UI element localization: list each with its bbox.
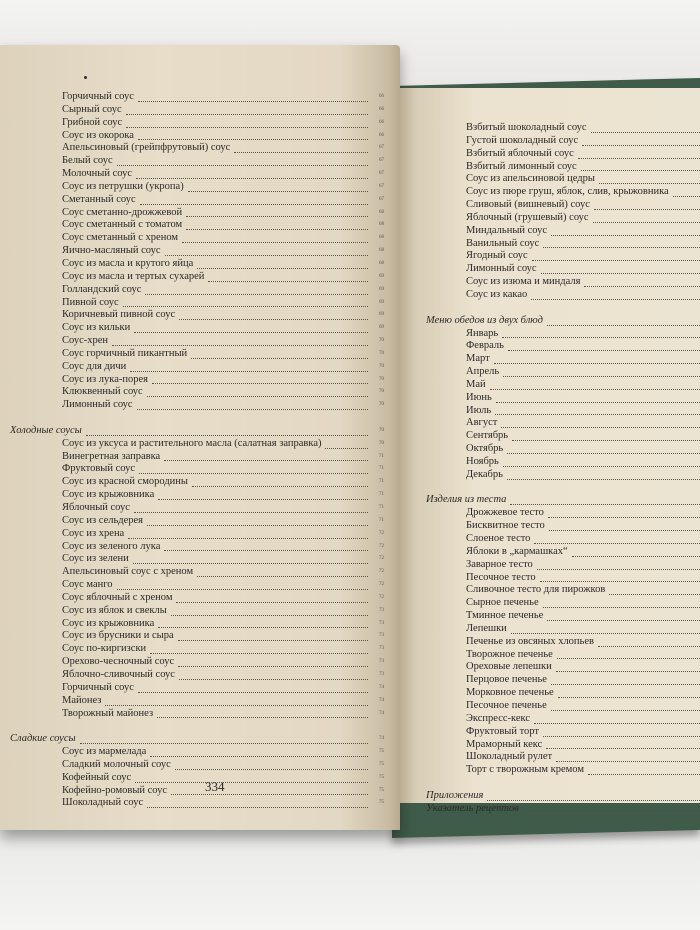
- toc-page-number: 73: [379, 671, 384, 677]
- toc-entry-title: Апрель: [466, 366, 500, 378]
- left-toc-list: [0, 91, 392, 810]
- toc-page-number: 72: [379, 594, 384, 600]
- toc-dot-leader: [581, 158, 700, 172]
- toc-entry-title: Взбитый лимонный соус: [466, 160, 577, 172]
- toc-entry-title: Январь: [466, 327, 499, 339]
- toc-dot-leader: [543, 235, 700, 249]
- toc-entry-title: Густой шоколадный соус: [466, 134, 579, 146]
- toc-dot-leader: [511, 620, 700, 634]
- toc-page-number: 71: [379, 453, 384, 459]
- toc-page-number: 70: [379, 440, 384, 446]
- toc-entry-title: Печенье из овсяных хлопьев: [466, 635, 594, 647]
- toc-dot-leader: [179, 666, 368, 680]
- toc-entry-title: Соус из какао: [466, 288, 528, 300]
- toc-page-number: 69: [379, 299, 384, 305]
- toc-entry-title: Тминное печенье: [466, 610, 544, 622]
- toc-entry-title: Соус из хрена: [62, 527, 125, 539]
- toc-entry-title: Белый соус: [62, 155, 113, 167]
- toc-entry: [0, 399, 392, 412]
- toc-entry-title: Холодные соусы: [10, 424, 82, 436]
- toc-dot-leader: [551, 671, 700, 685]
- toc-dot-leader: [547, 312, 700, 326]
- toc-page-number: 68: [379, 209, 384, 215]
- toc-dot-leader: [551, 222, 700, 236]
- toc-page-number: 72: [379, 530, 384, 536]
- toc-entry-title: Август: [466, 417, 498, 429]
- toc-entry-title: Ноябрь: [466, 455, 499, 467]
- toc-page-number: 73: [379, 633, 384, 639]
- toc-entry-title: Апельсиновый соус с хреном: [62, 566, 194, 578]
- toc-entry-title: Сырное печенье: [466, 597, 539, 609]
- toc-entry: [0, 797, 392, 810]
- toc-page-number: 72: [379, 582, 384, 588]
- toc-entry: [398, 173, 700, 186]
- toc-entry-title: Соус сметанный с хреном: [62, 232, 179, 244]
- toc-entry-title: Дрожжевое тесто: [466, 507, 544, 519]
- toc-page-number: 72: [379, 556, 384, 562]
- toc-dot-leader: [556, 748, 700, 762]
- toc-dot-leader: [128, 525, 368, 539]
- toc-dot-leader: [80, 730, 368, 744]
- toc-entry-title: Сладкие соусы: [10, 733, 76, 745]
- toc-page-number: 70: [379, 363, 384, 369]
- toc-entry-title: Соус из яблок и свеклы: [62, 604, 167, 616]
- toc-page-number: 69: [379, 312, 384, 318]
- toc-page-number: 67: [379, 171, 384, 177]
- toc-entry: [398, 289, 700, 302]
- toc-dot-leader: [599, 170, 700, 184]
- toc-dot-leader: [531, 286, 700, 300]
- toc-entry-title: Горчичный соус: [62, 681, 134, 693]
- toc-page-number: 71: [379, 466, 384, 472]
- toc-page-number: 70: [379, 389, 384, 395]
- page-number: 334: [205, 779, 225, 794]
- toc-entry-title: Винегретная заправка: [62, 450, 161, 462]
- toc-dot-leader: [572, 543, 700, 557]
- toc-entry-title: Соус-хрен: [62, 335, 109, 347]
- toc-entry-title: Майонез: [62, 694, 102, 706]
- toc-dot-leader: [138, 88, 368, 102]
- toc-entry-title: Сладкий молочный соус: [62, 758, 171, 770]
- toc-page-number: 75: [379, 787, 384, 793]
- toc-entry-title: Фруктовый соус: [62, 463, 135, 475]
- toc-section-heading: [398, 803, 700, 816]
- toc-dot-leader: [507, 466, 700, 480]
- toc-entry-title: Шоколадный рулет: [466, 751, 553, 763]
- toc-dot-leader: [549, 517, 700, 531]
- toc-dot-leader: [158, 486, 368, 500]
- toc-dot-leader: [234, 139, 368, 153]
- toc-entry-title: Творожное печенье: [466, 648, 553, 660]
- toc-entry-title: Лепешки: [466, 622, 507, 634]
- toc-dot-leader: [325, 435, 368, 449]
- toc-dot-leader: [543, 594, 700, 608]
- toc-dot-leader: [197, 255, 368, 269]
- toc-dot-leader: [512, 427, 700, 441]
- toc-page-number: 72: [379, 543, 384, 549]
- toc-dot-leader: [138, 127, 368, 141]
- toc-dot-leader: [557, 646, 700, 660]
- toc-dot-leader: [134, 499, 368, 513]
- toc-dot-leader: [496, 389, 700, 403]
- toc-dot-leader: [208, 268, 368, 282]
- toc-entry-title: Соус из окорока: [62, 129, 134, 141]
- toc-dot-leader: [105, 692, 368, 706]
- toc-entry-title: Соус горчичный пикантный: [62, 347, 188, 359]
- toc-page-number: 71: [379, 479, 384, 485]
- toc-dot-leader: [494, 350, 700, 364]
- toc-entry-title: Творожный майонез: [62, 707, 154, 719]
- toc-dot-leader: [501, 414, 700, 428]
- toc-entry-title: Кофейный соус: [62, 771, 132, 783]
- toc-dot-leader: [179, 306, 368, 320]
- toc-page-number: 75: [379, 774, 384, 780]
- toc-page-number: 67: [379, 158, 384, 164]
- toc-dot-leader: [546, 736, 700, 750]
- toc-entry-title: Соус из петрушки (укропа): [62, 180, 184, 192]
- toc-entry-title: Клюквенный соус: [62, 386, 143, 398]
- toc-entry-title: Соус сметанный с томатом: [62, 219, 183, 231]
- toc-dot-leader: [178, 627, 368, 641]
- toc-entry-title: Соус из уксуса и растительного масла (салатная заправка): [62, 437, 322, 449]
- toc-dot-leader: [582, 132, 700, 146]
- toc-entry-title: Морковное печенье: [466, 687, 554, 699]
- toc-entry-title: Лимонный соус: [466, 263, 537, 275]
- toc-entry-title: Соус из масла и крутого яйца: [62, 257, 194, 269]
- toc-page-number: 66: [379, 94, 384, 99]
- toc-dot-leader: [591, 119, 700, 133]
- toc-page-number: 74: [379, 736, 384, 742]
- toc-entry-title: Приложения: [426, 789, 484, 801]
- toc-page-number: 67: [379, 196, 384, 202]
- toc-dot-leader: [490, 376, 700, 390]
- toc-page-number: 70: [379, 350, 384, 356]
- toc-dot-leader: [495, 402, 700, 416]
- toc-dot-leader: [588, 761, 700, 775]
- left-page: [0, 45, 400, 830]
- toc-dot-leader: [152, 371, 368, 385]
- toc-page-number: 73: [379, 607, 384, 613]
- toc-page-number: 66: [379, 106, 384, 112]
- toc-entry-title: Ванильный соус: [466, 237, 540, 249]
- toc-page-number: 75: [379, 761, 384, 767]
- toc-entry-title: Грибной соус: [62, 116, 123, 128]
- toc-entry-title: Соус из брусники и сыра: [62, 630, 174, 642]
- toc-entry-title: Соус из кильки: [62, 322, 131, 334]
- toc-entry-title: Перцовое печенье: [466, 674, 547, 686]
- toc-dot-leader: [117, 576, 368, 590]
- toc-dot-leader: [188, 178, 368, 192]
- toc-dot-leader: [176, 589, 368, 603]
- toc-entry-title: Соус из мармелада: [62, 746, 147, 758]
- toc-page-number: 71: [379, 517, 384, 523]
- toc-dot-leader: [186, 204, 368, 218]
- toc-page-number: 67: [379, 183, 384, 189]
- toc-dot-leader: [547, 607, 700, 621]
- toc-entry: [0, 708, 392, 721]
- toc-entry-title: Сырный соус: [62, 103, 122, 115]
- toc-entry-title: Песочное печенье: [466, 699, 547, 711]
- toc-dot-leader: [147, 383, 368, 397]
- toc-dot-leader: [197, 563, 368, 577]
- toc-entry-title: Экспресс-кекс: [466, 712, 531, 724]
- toc-dot-leader: [503, 363, 700, 377]
- toc-entry-title: Яблочный (грушевый) соус: [466, 211, 589, 223]
- toc-entry-title: Соус из крыжовника: [62, 617, 155, 629]
- toc-entry-title: Соус из лука-порея: [62, 373, 148, 385]
- toc-page-number: 69: [379, 273, 384, 279]
- toc-dot-leader: [584, 273, 700, 287]
- toc-entry-title: Слоеное тесто: [466, 533, 531, 544]
- toc-page-number: 70: [379, 376, 384, 382]
- toc-dot-leader: [540, 569, 700, 583]
- toc-dot-leader: [126, 114, 368, 128]
- page-mark: [84, 76, 87, 79]
- toc-dot-leader: [137, 396, 368, 410]
- toc-dot-leader: [178, 653, 368, 667]
- toc-dot-leader: [135, 769, 368, 783]
- toc-dot-leader: [508, 337, 700, 351]
- toc-dot-leader: [157, 705, 368, 719]
- toc-entry-title: Соус для дичи: [62, 360, 127, 372]
- toc-dot-leader: [593, 209, 700, 223]
- toc-entry-title: Молочный соус: [62, 168, 133, 180]
- toc-page-number: 68: [379, 222, 384, 228]
- toc-page-number: 73: [379, 646, 384, 652]
- toc-entry-title: Июнь: [466, 391, 492, 403]
- toc-page-number: 69: [379, 286, 384, 292]
- toc-dot-leader: [138, 679, 368, 693]
- toc-page-number: 73: [379, 659, 384, 665]
- toc-dot-leader: [502, 325, 700, 339]
- toc-page-number: 75: [379, 749, 384, 755]
- toc-page-number: 72: [379, 569, 384, 575]
- toc-entry-title: Март: [466, 353, 490, 365]
- toc-entry-title: Песочное тесто: [466, 571, 536, 583]
- toc-entry: [398, 469, 700, 482]
- toc-entry-title: Изделия из теста: [426, 494, 507, 506]
- toc-entry-title: Указатель рецептов: [426, 802, 519, 814]
- toc-entry-title: Торт с творожным кремом: [466, 764, 584, 776]
- toc-dot-leader: [598, 633, 700, 647]
- toc-entry-title: Соус из зеленого лука: [62, 540, 161, 552]
- toc-dot-leader: [578, 145, 700, 159]
- toc-entry-title: Взбитый яблочный соус: [466, 147, 574, 159]
- toc-entry-title: Ягодный соус: [466, 250, 528, 262]
- toc-entry-title: Соус из изюма и миндаля: [466, 276, 581, 288]
- toc-page-number: 71: [379, 492, 384, 498]
- toc-page-number: 70: [379, 402, 384, 408]
- toc-dot-leader: [147, 794, 368, 808]
- toc-entry-title: Мраморный кекс: [466, 738, 543, 750]
- toc-page-number: 71: [379, 505, 384, 510]
- toc-entry-title: Май: [466, 378, 486, 390]
- toc-dot-leader: [150, 640, 368, 654]
- toc-dot-leader: [134, 319, 368, 333]
- toc-dot-leader: [523, 800, 700, 814]
- toc-dot-leader: [609, 581, 700, 595]
- toc-entry-title: Октябрь: [466, 443, 504, 455]
- toc-entry-title: Яблочный соус: [62, 502, 130, 513]
- toc-entry-title: Соус из масла и тертых сухарей: [62, 270, 205, 282]
- toc-dot-leader: [556, 658, 700, 672]
- toc-dot-leader: [123, 294, 368, 308]
- toc-dot-leader: [510, 491, 700, 505]
- toc-page-number: 74: [379, 710, 384, 716]
- toc-entry-title: Декабрь: [466, 468, 503, 480]
- toc-dot-leader: [130, 358, 368, 372]
- toc-dot-leader: [503, 453, 700, 467]
- toc-entry-title: Фруктовый торт: [466, 725, 539, 737]
- toc-dot-leader: [507, 440, 700, 454]
- toc-dot-leader: [171, 602, 368, 616]
- toc-entry-title: Кофейно-ромовый соус: [62, 784, 168, 796]
- toc-entry-title: Коричневый пивной соус: [62, 309, 176, 321]
- toc-page-number: 70: [379, 427, 384, 433]
- toc-dot-leader: [534, 710, 700, 724]
- toc-entry-title: Яблочно-сливочный соус: [62, 668, 175, 680]
- toc-entry-title: Бисквитное тесто: [466, 520, 545, 532]
- toc-dot-leader: [558, 684, 700, 698]
- toc-entry-title: Взбитый шоколадный соус: [466, 122, 587, 133]
- toc-page-number: 75: [379, 800, 384, 806]
- toc-dot-leader: [594, 196, 700, 210]
- toc-entry-title: Соус из пюре груш, яблок, слив, крыжовника: [466, 186, 669, 198]
- toc-dot-leader: [164, 448, 368, 462]
- toc-page-number: 68: [379, 248, 384, 254]
- toc-entry-title: Февраль: [466, 340, 504, 352]
- toc-dot-leader: [175, 756, 368, 770]
- toc-entry-title: Орехово-чесночный соус: [62, 656, 175, 668]
- toc-dot-leader: [673, 183, 700, 197]
- toc-dot-leader: [186, 216, 368, 230]
- toc-entry-title: Апельсиновый (грейпфрутовый) соус: [62, 142, 231, 154]
- toc-entry-title: Сливочное тесто для пирожков: [466, 584, 606, 596]
- right-toc-list: [398, 122, 700, 816]
- toc-dot-leader: [117, 152, 368, 166]
- toc-dot-leader: [548, 504, 700, 518]
- toc-dot-leader: [112, 332, 368, 346]
- toc-dot-leader: [126, 101, 368, 115]
- toc-entry-title: Соус из зелени: [62, 553, 129, 565]
- toc-page-number: 69: [379, 325, 384, 331]
- toc-entry-title: Соус из красной смородины: [62, 476, 188, 488]
- toc-dot-leader: [541, 260, 700, 274]
- toc-dot-leader: [487, 787, 700, 801]
- toc-entry-title: Меню обедов из двух блюд: [426, 314, 543, 326]
- toc-dot-leader: [139, 460, 368, 474]
- toc-entry-title: Сливовый (вишневый) соус: [466, 199, 590, 211]
- toc-page-number: 70: [379, 338, 384, 344]
- toc-dot-leader: [136, 165, 368, 179]
- toc-dot-leader: [171, 782, 368, 796]
- toc-page-number: 67: [379, 145, 384, 151]
- toc-entry-title: Июль: [466, 404, 492, 416]
- toc-entry-title: Миндальный соус: [466, 224, 548, 236]
- toc-dot-leader: [164, 538, 368, 552]
- toc-dot-leader: [551, 697, 700, 711]
- toc-entry-title: Лимонный соус: [62, 399, 133, 411]
- toc-entry-title: Соус яблочный с хреном: [62, 591, 173, 603]
- toc-entry-title: Ореховые лепешки: [466, 661, 552, 673]
- toc-dot-leader: [165, 242, 368, 256]
- toc-page-number: 74: [379, 684, 384, 690]
- toc-entry: [398, 764, 700, 777]
- toc-dot-leader: [140, 191, 368, 205]
- toc-entry-title: Соус из апельсиновой цедры: [466, 173, 595, 185]
- toc-dot-leader: [543, 723, 700, 737]
- toc-page-number: 66: [379, 119, 384, 125]
- toc-entry-title: Соус сметанно-дрожжевой: [62, 206, 183, 218]
- toc-dot-leader: [133, 550, 368, 564]
- toc-dot-leader: [532, 247, 700, 261]
- toc-dot-leader: [145, 281, 368, 295]
- toc-dot-leader: [192, 473, 368, 487]
- toc-entry-title: Шоколадный соус: [62, 797, 144, 809]
- toc-page-number: 68: [379, 235, 384, 241]
- toc-entry-title: Пивной соус: [62, 296, 119, 308]
- toc-dot-leader: [534, 530, 700, 544]
- toc-page-number: 73: [379, 620, 384, 626]
- toc-dot-leader: [150, 743, 368, 757]
- toc-entry-title: Соус из крыжовника: [62, 489, 155, 501]
- toc-entry-title: Горчичный соус: [62, 91, 134, 102]
- toc-dot-leader: [86, 422, 368, 436]
- toc-dot-leader: [537, 556, 700, 570]
- toc-entry-title: Заварное тесто: [466, 558, 533, 570]
- toc-entry-title: Соус из сельдерея: [62, 514, 144, 526]
- toc-entry-title: Соус по-киргизски: [62, 643, 147, 655]
- toc-dot-leader: [191, 345, 368, 359]
- toc-dot-leader: [158, 615, 368, 629]
- toc-entry-title: Яично-масляный соус: [62, 245, 161, 257]
- toc-page-number: 74: [379, 697, 384, 703]
- toc-page-number: 66: [379, 132, 384, 138]
- toc-dot-leader: [182, 229, 368, 243]
- toc-entry-title: Соус манго: [62, 579, 113, 591]
- toc-page-number: 68: [379, 260, 384, 266]
- toc-entry-title: Яблоки в „кармашках“: [466, 545, 568, 557]
- toc-dot-leader: [147, 512, 368, 526]
- toc-entry-title: Голландский соус: [62, 283, 142, 295]
- toc-entry-title: Сметанный соус: [62, 193, 136, 205]
- right-page: [398, 88, 700, 814]
- toc-entry-title: Сентябрь: [466, 430, 509, 442]
